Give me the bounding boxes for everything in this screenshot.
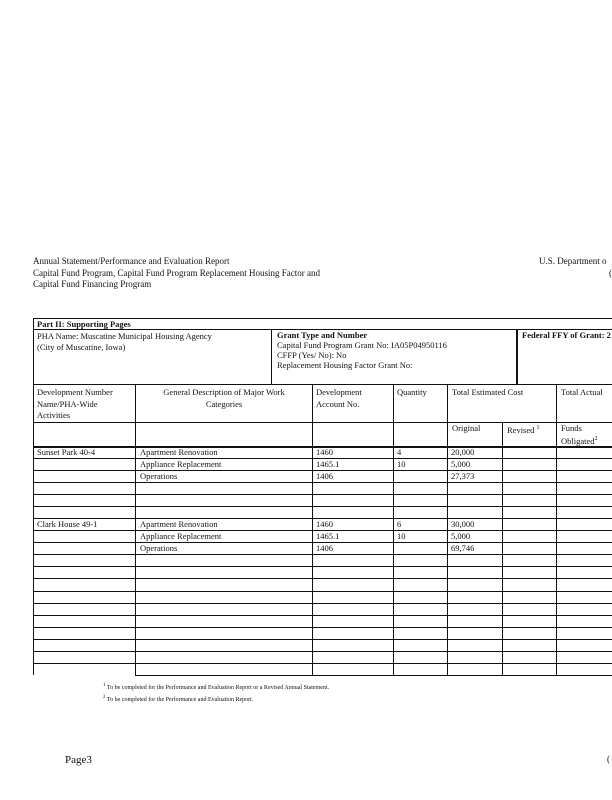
original-cost: 27,373 xyxy=(451,471,475,481)
report-title-line-2: Capital Fund Program, Capital Fund Program Replacement Housing Factor and xyxy=(33,267,320,278)
part-title: Part II: Supporting Pages xyxy=(37,319,131,329)
account-number: 1465.1 xyxy=(316,531,340,541)
original-cost: 5,000 xyxy=(451,531,471,541)
original-cost: 20,000 xyxy=(451,447,475,457)
rule xyxy=(33,554,612,555)
rule xyxy=(312,384,313,675)
quantity: 10 xyxy=(397,459,406,469)
grant-type-title: Grant Type and Number xyxy=(277,330,368,340)
page-number: Page3 xyxy=(65,754,92,766)
report-title-line-1: Annual Statement/Performance and Evaluation Report xyxy=(33,256,230,266)
original-cost: 5,000 xyxy=(451,459,471,469)
rule xyxy=(33,482,612,483)
footnote-marker: 1 xyxy=(103,683,106,688)
col-header-revised xyxy=(507,423,540,436)
col-header-development xyxy=(37,387,113,422)
rule xyxy=(33,591,612,592)
footnote-ref: 2 xyxy=(594,436,598,442)
footnote-marker: 2 xyxy=(103,695,106,700)
col-header-account-line: Account No. xyxy=(316,398,360,409)
footnote-ref: 1 xyxy=(536,425,540,431)
original-cost: 69,746 xyxy=(451,543,475,553)
quantity: 6 xyxy=(397,519,402,529)
work-description: Operations xyxy=(140,471,178,481)
report-title xyxy=(33,256,320,291)
rule xyxy=(447,384,448,675)
pha-city: (City of Muscatine, Iowa) xyxy=(37,342,126,352)
rhf-grant-number: Replacement Housing Factor Grant No: xyxy=(277,360,413,370)
footnote-2 xyxy=(103,692,253,706)
original-cost: 30,000 xyxy=(451,519,475,529)
agency-name: U.S. Department o xyxy=(539,256,607,266)
grant-number: Capital Fund Program Grant No: IA05P04950116 xyxy=(277,340,447,350)
revised-label: Revised xyxy=(507,424,535,435)
pha-name: PHA Name: Muscatine Municipal Housing Agency xyxy=(37,331,212,341)
col-header-development-line: Activities xyxy=(37,410,71,420)
rule xyxy=(33,603,612,604)
work-description: Apartment Renovation xyxy=(140,447,218,457)
rule xyxy=(33,578,612,579)
col-header-quantity: Quantity xyxy=(397,387,427,397)
account-number: 1460 xyxy=(316,519,333,529)
rule xyxy=(33,506,612,507)
col-header-description xyxy=(136,387,312,410)
cffp-field: CFFP (Yes/ No): No xyxy=(277,350,347,360)
col-header-account-line: Development xyxy=(316,387,362,397)
work-description: Apartment Renovation xyxy=(140,519,218,529)
col-header-total-actual: Total Actual xyxy=(561,387,603,397)
report-title-line-3: Capital Fund Financing Program xyxy=(33,279,152,289)
rule xyxy=(271,329,272,384)
rule xyxy=(33,494,612,495)
funds-label: Funds xyxy=(561,423,582,433)
footnote-text: To be completed for the Performance and Evaluation Report. xyxy=(106,697,254,703)
work-description: Appliance Replacement xyxy=(140,459,222,469)
development-name: Clark House 49-1 xyxy=(37,519,98,529)
account-number: 1465.1 xyxy=(316,459,340,469)
col-header-development-line: Development Number xyxy=(37,387,113,397)
account-number: 1460 xyxy=(316,447,333,457)
work-description: Appliance Replacement xyxy=(140,531,222,541)
quantity: 4 xyxy=(397,447,402,457)
rule xyxy=(135,675,612,676)
rule xyxy=(33,384,612,385)
col-header-description-line: General Description of Major Work xyxy=(163,387,285,397)
rule xyxy=(393,384,394,675)
account-number: 1406 xyxy=(316,471,333,481)
agency-header xyxy=(539,256,612,279)
col-header-original: Original xyxy=(452,423,481,433)
rule xyxy=(556,384,557,675)
col-header-description-line: Categories xyxy=(205,398,243,409)
account-number: 1406 xyxy=(316,543,333,553)
rule xyxy=(33,651,612,652)
obligated-label: Obligated xyxy=(561,435,595,446)
federal-ffy: Federal FFY of Grant: 2 xyxy=(522,330,611,340)
col-header-account xyxy=(316,387,362,410)
footer-right-mark: ( xyxy=(607,754,610,764)
col-header-funds-obligated xyxy=(561,423,598,447)
agency-sub: ( xyxy=(609,267,612,278)
development-name: Sunset Park 40-4 xyxy=(37,447,96,457)
rule xyxy=(135,384,136,675)
footnote-text: To be completed for the Performance and Evaluation Report or a Revised Annual Statement. xyxy=(106,685,330,691)
col-header-development-line: Name/PHA-Wide xyxy=(37,398,98,409)
rule xyxy=(33,627,612,628)
work-description: Operations xyxy=(140,543,178,553)
rule xyxy=(516,329,518,385)
col-header-total-estimated: Total Estimated Cost xyxy=(452,387,524,397)
rule xyxy=(33,615,612,616)
quantity: 10 xyxy=(397,531,406,541)
rule xyxy=(33,663,612,664)
rule xyxy=(33,566,612,567)
rule xyxy=(502,422,503,675)
rule xyxy=(33,639,612,640)
rule xyxy=(33,318,34,675)
